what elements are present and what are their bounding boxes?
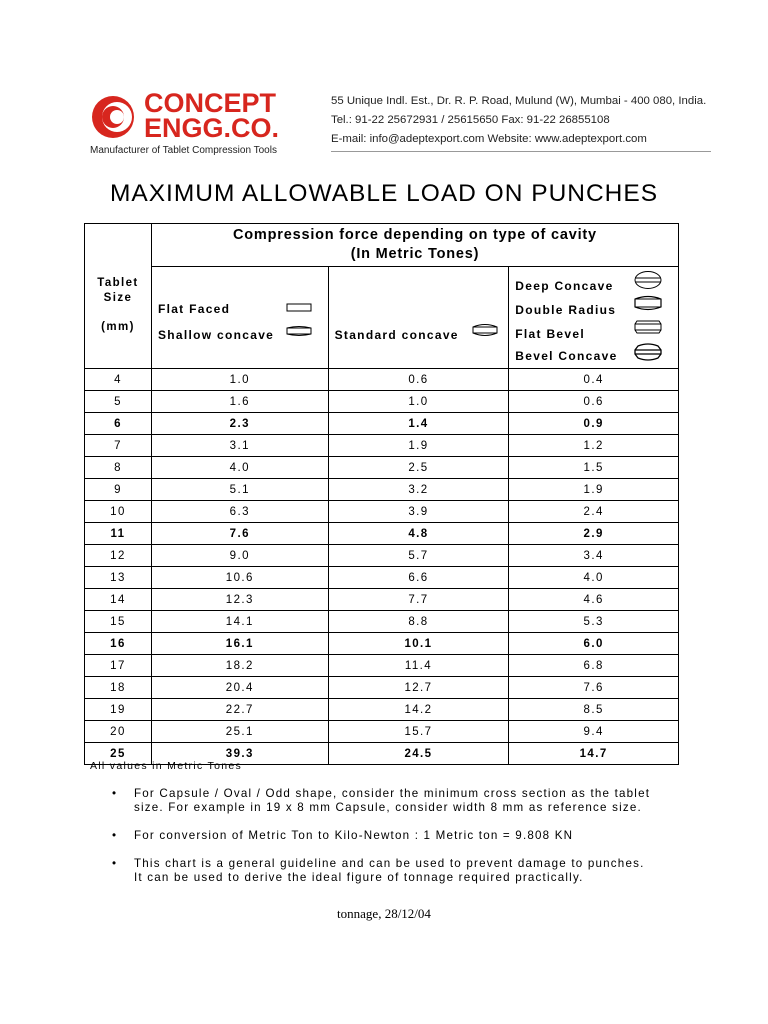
deep-concave-cell: 1.9	[509, 479, 679, 501]
flat-faced-cell: 14.1	[151, 611, 328, 633]
flat-faced-cell: 18.2	[151, 655, 328, 677]
bevel-concave-shape-icon	[633, 342, 663, 362]
table-row	[85, 391, 679, 413]
table-row	[85, 677, 679, 699]
flat-faced-cell: 25.1	[151, 721, 328, 743]
table-row	[85, 501, 679, 523]
standard-concave-cell: 3.2	[328, 479, 509, 501]
flat-faced-cell: 2.3	[151, 413, 328, 435]
size-cell: 4	[85, 369, 152, 391]
standard-concave-shape-icon	[472, 322, 498, 338]
note-line: For Capsule / Oval / Odd shape, consider the minimum cross section as the tablet	[134, 787, 651, 800]
size-header-line2: Size	[103, 291, 133, 304]
table-row	[85, 545, 679, 567]
company-logo	[88, 90, 318, 160]
flat-faced-cell: 22.7	[151, 699, 328, 721]
double-radius-shape-icon	[633, 294, 663, 312]
flat-faced-header	[151, 267, 328, 369]
flat-faced-cell: 39.3	[151, 743, 328, 765]
deep-concave-cell: 0.4	[509, 369, 679, 391]
size-cell: 18	[85, 677, 152, 699]
standard-concave-cell: 1.9	[328, 435, 509, 457]
deep-concave-cell: 6.8	[509, 655, 679, 677]
size-cell: 25	[85, 743, 152, 765]
flat-faced-cell: 9.0	[151, 545, 328, 567]
concept-logo-icon	[90, 94, 136, 140]
header-main-line1: Compression force depending on type of cavity	[233, 227, 597, 243]
flat-faced-cell: 16.1	[151, 633, 328, 655]
standard-concave-cell: 7.7	[328, 589, 509, 611]
standard-concave-cell: 1.0	[328, 391, 509, 413]
size-cell: 15	[85, 611, 152, 633]
contact-email-web: E-mail: info@adeptexport.com Website: www.adeptexport.com	[331, 133, 647, 145]
notes-list	[112, 787, 712, 899]
size-cell: 7	[85, 435, 152, 457]
flat-faced-cell: 1.6	[151, 391, 328, 413]
flat-bevel-label: Flat Bevel	[515, 327, 585, 341]
header-main-line2: (In Metric Tones)	[350, 246, 480, 262]
standard-concave-cell: 4.8	[328, 523, 509, 545]
flat-faced-cell: 7.6	[151, 523, 328, 545]
size-cell: 16	[85, 633, 152, 655]
flat-faced-cell: 10.6	[151, 567, 328, 589]
flat-faced-label: Flat Faced	[157, 302, 231, 316]
compression-force-header	[151, 224, 678, 267]
table-row	[85, 567, 679, 589]
note-line: For conversion of Metric Ton to Kilo-Newton : 1 Metric ton = 9.808 KN	[134, 829, 574, 842]
deep-concave-cell: 2.4	[509, 501, 679, 523]
flat-faced-cell: 12.3	[151, 589, 328, 611]
double-radius-label: Double Radius	[515, 303, 617, 317]
table-row	[85, 413, 679, 435]
contact-block	[331, 92, 721, 149]
size-cell: 19	[85, 699, 152, 721]
table-row	[85, 611, 679, 633]
standard-concave-label: Standard concave	[334, 328, 459, 342]
deep-concave-header	[509, 267, 679, 369]
size-cell: 8	[85, 457, 152, 479]
company-name-line1: CONCEPT	[144, 88, 277, 118]
table-row	[85, 369, 679, 391]
table-body	[85, 369, 679, 765]
standard-concave-cell: 6.6	[328, 567, 509, 589]
note-line: It can be used to derive the ideal figure of tonnage required practically.	[134, 871, 584, 884]
standard-concave-cell: 3.9	[328, 501, 509, 523]
deep-concave-cell: 5.3	[509, 611, 679, 633]
shallow-concave-label: Shallow concave	[157, 328, 275, 342]
contact-phone-fax: Tel.: 91-22 25672931 / 25615650 Fax: 91-22 26855108	[331, 114, 610, 126]
deep-concave-shape-icon	[633, 270, 663, 290]
company-tagline: Manufacturer of Tablet Compression Tools	[90, 145, 277, 156]
size-header-line3: (mm)	[101, 320, 135, 333]
flat-faced-shape-icon	[286, 303, 312, 313]
table-row	[85, 523, 679, 545]
size-cell: 9	[85, 479, 152, 501]
flat-faced-cell: 3.1	[151, 435, 328, 457]
standard-concave-header	[328, 267, 509, 369]
size-cell: 12	[85, 545, 152, 567]
size-cell: 20	[85, 721, 152, 743]
size-cell: 14	[85, 589, 152, 611]
standard-concave-cell: 1.4	[328, 413, 509, 435]
table-row	[85, 435, 679, 457]
deep-concave-cell: 1.2	[509, 435, 679, 457]
deep-concave-cell: 0.9	[509, 413, 679, 435]
standard-concave-cell: 15.7	[328, 721, 509, 743]
bevel-concave-label: Bevel Concave	[515, 349, 618, 363]
bullet-icon: •	[112, 829, 118, 842]
standard-concave-cell: 0.6	[328, 369, 509, 391]
table-row	[85, 721, 679, 743]
shallow-concave-shape-icon	[286, 324, 312, 338]
size-column-header	[85, 224, 152, 369]
table-row	[85, 633, 679, 655]
flat-faced-cell: 20.4	[151, 677, 328, 699]
deep-concave-cell: 6.0	[509, 633, 679, 655]
table-row	[85, 479, 679, 501]
deep-concave-cell: 1.5	[509, 457, 679, 479]
page-footer: tonnage, 28/12/04	[337, 906, 431, 921]
deep-concave-cell: 4.6	[509, 589, 679, 611]
deep-concave-cell: 8.5	[509, 699, 679, 721]
note-item	[112, 857, 712, 885]
size-cell: 13	[85, 567, 152, 589]
note-item	[112, 787, 712, 815]
deep-concave-label: Deep Concave	[515, 279, 614, 293]
size-cell: 11	[85, 523, 152, 545]
table-footnote: All values in Metric Tones	[90, 760, 243, 772]
bullet-icon: •	[112, 857, 118, 870]
deep-concave-cell: 3.4	[509, 545, 679, 567]
standard-concave-cell: 10.1	[328, 633, 509, 655]
page-title: MAXIMUM ALLOWABLE LOAD ON PUNCHES	[109, 180, 659, 207]
standard-concave-cell: 2.5	[328, 457, 509, 479]
standard-concave-cell: 5.7	[328, 545, 509, 567]
standard-concave-cell: 8.8	[328, 611, 509, 633]
flat-faced-cell: 5.1	[151, 479, 328, 501]
deep-concave-cell: 9.4	[509, 721, 679, 743]
table-row	[85, 589, 679, 611]
size-header-line1: Tablet	[97, 276, 139, 289]
deep-concave-cell: 4.0	[509, 567, 679, 589]
standard-concave-cell: 11.4	[328, 655, 509, 677]
size-cell: 17	[85, 655, 152, 677]
table-row	[85, 699, 679, 721]
size-cell: 10	[85, 501, 152, 523]
note-item	[112, 829, 712, 843]
deep-concave-cell: 14.7	[509, 743, 679, 765]
table-row	[85, 655, 679, 677]
note-line: size. For example in 19 x 8 mm Capsule, consider width 8 mm as reference size.	[134, 801, 642, 814]
deep-concave-cell: 7.6	[509, 677, 679, 699]
bullet-icon: •	[112, 787, 118, 800]
standard-concave-cell: 24.5	[328, 743, 509, 765]
deep-concave-cell: 2.9	[509, 523, 679, 545]
company-name-line2: ENGG.CO.	[144, 113, 280, 143]
flat-faced-cell: 6.3	[151, 501, 328, 523]
standard-concave-cell: 12.7	[328, 677, 509, 699]
flat-bevel-shape-icon	[633, 319, 663, 335]
flat-faced-cell: 4.0	[151, 457, 328, 479]
contact-address: 55 Unique Indl. Est., Dr. R. P. Road, Mulund (W), Mumbai - 400 080, India.	[331, 95, 707, 107]
standard-concave-cell: 14.2	[328, 699, 509, 721]
flat-faced-cell: 1.0	[151, 369, 328, 391]
deep-concave-cell: 0.6	[509, 391, 679, 413]
header-divider	[331, 151, 711, 152]
table-row	[85, 457, 679, 479]
load-table	[84, 223, 679, 765]
size-cell: 5	[85, 391, 152, 413]
note-line: This chart is a general guideline and can be used to prevent damage to punches.	[134, 857, 645, 870]
size-cell: 6	[85, 413, 152, 435]
